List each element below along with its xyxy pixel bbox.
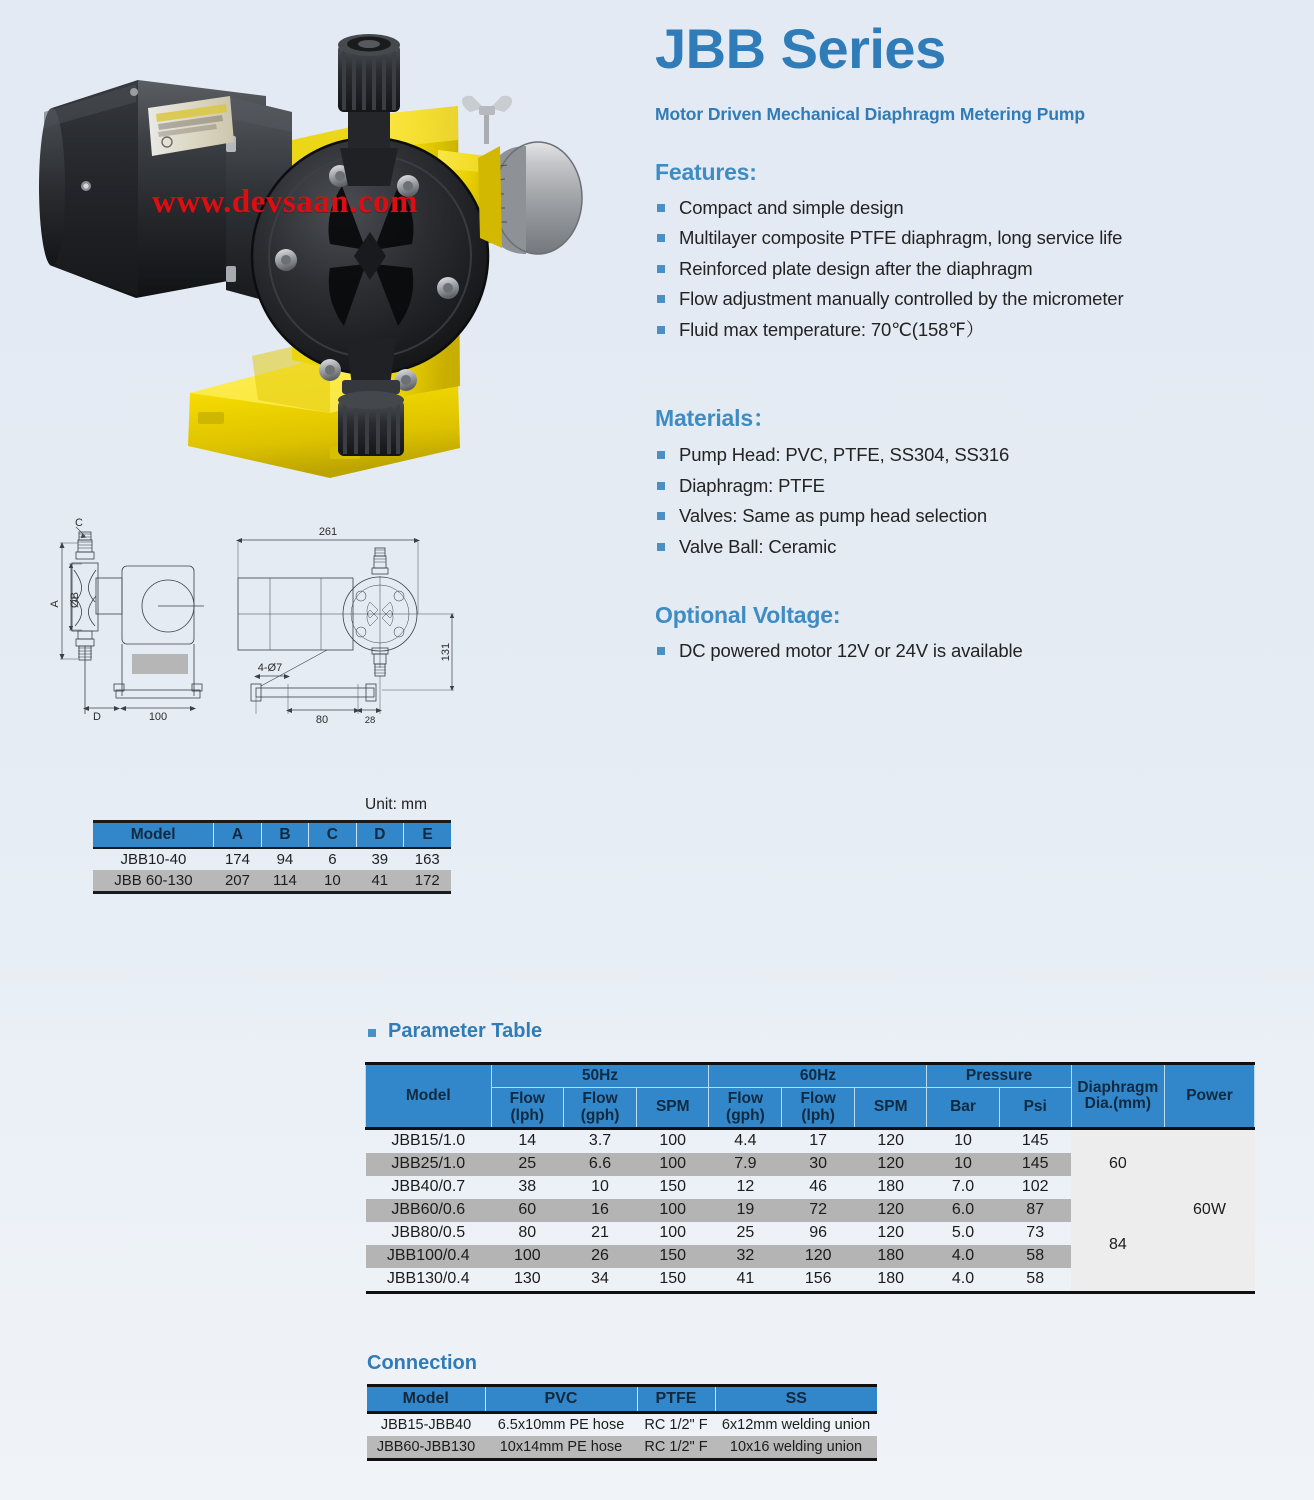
drawing-label-100: 100 xyxy=(148,711,168,723)
features-section xyxy=(655,159,1275,346)
conn-cell-ss: 10x16 welding union xyxy=(715,1436,877,1460)
param-cell-f50gph: 3.7 xyxy=(588,1132,612,1150)
param-cell-f50lph: 80 xyxy=(518,1224,537,1242)
param-cell-diaphragm: 84 xyxy=(1071,1199,1164,1293)
param-cell-f50gph: 10 xyxy=(591,1178,609,1196)
dim-col-c: C xyxy=(309,822,356,849)
param-col-flow-gph-50 xyxy=(564,1088,637,1129)
material-text: Pump Head: PVC, PTFE, SS304, SS316 xyxy=(679,444,1010,466)
connection-heading: Connection xyxy=(367,1352,477,1374)
param-col-model: Model xyxy=(366,1064,492,1129)
param-cell-f60lph: 17 xyxy=(809,1132,828,1150)
param-cell-spm50: 150 xyxy=(637,1245,709,1268)
optional-voltage-list xyxy=(655,636,1275,667)
sub-l1: Flow xyxy=(582,1090,618,1108)
material-text: Diaphragm: PTFE xyxy=(679,474,825,496)
drawing-label-c: C xyxy=(75,518,83,529)
param-cell-spm60: 180 xyxy=(877,1178,905,1196)
table-row xyxy=(93,848,451,870)
param-col-power: Power xyxy=(1164,1064,1254,1129)
list-item xyxy=(655,532,1275,563)
drawing-label-b: ØB xyxy=(69,592,81,608)
conn-cell-model: JBB15-JBB40 xyxy=(380,1417,472,1433)
dim-cell: 41 xyxy=(371,872,389,889)
parameter-table-heading-text: Parameter Table xyxy=(388,1020,543,1042)
param-col-spm-60: SPM xyxy=(854,1088,926,1129)
param-cell-f50gph: 26 xyxy=(564,1245,637,1268)
param-cell-bar: 7.0 xyxy=(951,1178,975,1196)
product-photo xyxy=(30,8,620,478)
param-col-bar: Bar xyxy=(927,1088,999,1129)
param-cell-f60lph: 120 xyxy=(782,1245,855,1268)
unit-label: Unit: mm xyxy=(365,796,427,813)
list-item xyxy=(655,440,1275,471)
list-item xyxy=(655,254,1275,285)
bullet-square-icon xyxy=(368,1029,376,1037)
sub-l2: (lph) xyxy=(510,1106,545,1124)
parameter-table xyxy=(365,1062,1255,1294)
param-cell-f50lph: 25 xyxy=(491,1153,564,1176)
param-cell-f60lph: 96 xyxy=(809,1224,828,1242)
param-cell-spm60: 120 xyxy=(877,1132,905,1150)
param-col-flow-lph-50 xyxy=(491,1088,564,1129)
bullet-square-icon xyxy=(657,326,665,334)
drawing-label-131: 131 xyxy=(440,642,452,662)
conn-col-model: Model xyxy=(367,1386,485,1413)
bullet-square-icon xyxy=(657,543,665,551)
dim-col-model: Model xyxy=(93,822,214,849)
param-cell-spm50: 100 xyxy=(637,1199,709,1222)
voltage-text: DC powered motor 12V or 24V is available xyxy=(679,640,1023,662)
param-cell-f60gph: 12 xyxy=(736,1178,755,1196)
material-text: Valves: Same as pump head selection xyxy=(679,505,988,527)
param-cell-model: JBB130/0.4 xyxy=(386,1270,470,1288)
param-col-spm-50: SPM xyxy=(637,1088,709,1129)
param-col-psi: Psi xyxy=(999,1088,1071,1129)
param-cell-psi: 145 xyxy=(999,1153,1071,1176)
param-cell-f60gph: 32 xyxy=(709,1245,782,1268)
dim-cell: JBB10-40 xyxy=(120,851,187,868)
drawing-label-d: D xyxy=(93,711,101,723)
micrometer-dial xyxy=(462,96,582,254)
param-cell-f60gph: 4.4 xyxy=(734,1132,757,1150)
param-cell-power: 60W xyxy=(1164,1128,1254,1292)
dim-cell: 172 xyxy=(414,872,440,889)
sub-l1: Flow xyxy=(800,1090,836,1108)
bullet-square-icon xyxy=(657,265,665,273)
param-cell-f60lph: 30 xyxy=(782,1153,855,1176)
sub-l2: (gph) xyxy=(726,1106,765,1124)
drawing-label-28: 28 xyxy=(364,715,376,726)
dim-cell: 174 xyxy=(224,851,250,868)
param-cell-spm50: 150 xyxy=(659,1178,687,1196)
param-cell-f60lph: 72 xyxy=(782,1199,855,1222)
table-header-row xyxy=(367,1386,877,1413)
param-cell-model: JBB60/0.6 xyxy=(366,1199,492,1222)
dimension-table xyxy=(93,820,451,894)
bullet-square-icon xyxy=(657,204,665,212)
dim-col-e: E xyxy=(404,822,451,849)
page-title: JBB Series xyxy=(655,17,946,80)
diaphragm-line1: Diaphragm xyxy=(1077,1078,1159,1096)
front-view-drawing xyxy=(60,527,205,714)
top-view-drawing xyxy=(236,538,454,714)
param-cell-spm60: 180 xyxy=(877,1270,905,1288)
param-cell-model: JBB25/1.0 xyxy=(366,1153,492,1176)
list-item xyxy=(655,501,1275,532)
param-cell-bar: 5.0 xyxy=(951,1224,975,1242)
conn-cell-ptfe: RC 1/2" F xyxy=(644,1417,708,1433)
page-subtitle: Motor Driven Mechanical Diaphragm Metering Pump xyxy=(655,103,1085,124)
materials-heading: Materials： xyxy=(655,405,776,432)
conn-cell-pvc: 6.5x10mm PE hose xyxy=(497,1417,625,1433)
dim-cell: 6 xyxy=(328,851,337,868)
bullet-square-icon xyxy=(657,512,665,520)
dim-cell: 39 xyxy=(371,851,389,868)
watermark: www.devsaan.com xyxy=(152,184,419,220)
param-cell-bar: 10 xyxy=(927,1153,999,1176)
param-cell-f50lph: 130 xyxy=(513,1270,541,1288)
dim-cell: 207 xyxy=(224,872,250,889)
diaphragm-line2: Dia.(mm) xyxy=(1084,1094,1151,1112)
table-row xyxy=(367,1413,877,1437)
dim-col-d: D xyxy=(356,822,403,849)
param-cell-f50gph: 6.6 xyxy=(564,1153,637,1176)
param-cell-f60gph: 7.9 xyxy=(709,1153,782,1176)
param-cell-psi: 145 xyxy=(1021,1132,1049,1150)
param-cell-f50gph: 21 xyxy=(591,1224,609,1242)
dim-cell: 10 xyxy=(324,872,341,889)
optional-voltage-heading: Optional Voltage: xyxy=(655,602,841,629)
dim-cell: 163 xyxy=(414,851,440,868)
param-cell-psi: 102 xyxy=(1021,1178,1049,1196)
param-cell-f50lph: 60 xyxy=(491,1199,564,1222)
param-cell-psi: 58 xyxy=(1026,1270,1045,1288)
materials-list xyxy=(655,440,1275,562)
table-row xyxy=(367,1436,877,1460)
bullet-square-icon xyxy=(657,234,665,242)
param-cell-f60lph: 46 xyxy=(809,1178,828,1196)
param-cell-f50lph: 38 xyxy=(518,1178,537,1196)
param-cell-spm50: 150 xyxy=(659,1270,687,1288)
materials-section xyxy=(655,400,1275,562)
param-cell-f50gph: 16 xyxy=(564,1199,637,1222)
feature-text: Compact and simple design xyxy=(679,196,904,218)
list-item xyxy=(655,636,1275,667)
param-cell-spm50: 100 xyxy=(659,1132,687,1150)
bullet-square-icon xyxy=(657,482,665,490)
conn-cell-pvc: 10x14mm PE hose xyxy=(485,1436,637,1460)
features-list xyxy=(655,193,1275,346)
technical-drawings xyxy=(48,518,518,753)
conn-cell-model: JBB60-JBB130 xyxy=(367,1436,485,1460)
feature-text: Flow adjustment manually controlled by the micrometer xyxy=(679,288,1124,310)
features-heading: Features: xyxy=(655,158,757,185)
sub-l1: Flow xyxy=(509,1090,545,1108)
parameter-table-heading xyxy=(368,1020,542,1043)
dim-cell: 114 xyxy=(272,872,297,889)
feature-text: Fluid max temperature: 70℃(158℉） xyxy=(679,318,985,340)
optional-voltage-section xyxy=(655,602,1275,667)
list-item xyxy=(655,223,1275,254)
param-cell-f50gph: 34 xyxy=(591,1270,609,1288)
material-text: Valve Ball: Ceramic xyxy=(679,535,837,557)
param-cell-f60gph: 41 xyxy=(736,1270,755,1288)
param-cell-psi: 58 xyxy=(999,1245,1071,1268)
drawing-label-a: A xyxy=(49,600,61,608)
param-cell-spm60: 180 xyxy=(854,1245,926,1268)
table-row xyxy=(366,1199,1255,1222)
list-item xyxy=(655,315,1275,346)
param-cell-spm60: 120 xyxy=(854,1199,926,1222)
sub-l2: (gph) xyxy=(580,1106,620,1124)
param-cell-psi: 73 xyxy=(1026,1224,1045,1242)
param-cell-spm50: 100 xyxy=(637,1153,709,1176)
param-cell-psi: 87 xyxy=(999,1199,1071,1222)
param-cell-f60gph: 19 xyxy=(709,1199,782,1222)
param-col-flow-gph-60 xyxy=(709,1088,782,1129)
param-col-flow-lph-60 xyxy=(782,1088,855,1129)
discharge-valve xyxy=(338,34,400,186)
param-cell-f50lph: 14 xyxy=(518,1132,537,1150)
conn-col-ptfe: PTFE xyxy=(637,1386,715,1413)
table-header-row xyxy=(93,822,451,849)
table-header-group-row xyxy=(366,1064,1255,1088)
feature-text: Multilayer composite PTFE diaphragm, long service life xyxy=(679,227,1123,249)
bullet-square-icon xyxy=(657,451,665,459)
conn-cell-ss: 6x12mm welding union xyxy=(721,1417,871,1433)
param-cell-spm60: 120 xyxy=(877,1224,905,1242)
param-cell-bar: 6.0 xyxy=(927,1199,999,1222)
bullet-square-icon xyxy=(657,295,665,303)
param-cell-model: JBB40/0.7 xyxy=(391,1178,466,1196)
param-cell-model: JBB100/0.4 xyxy=(366,1245,492,1268)
product-info-column xyxy=(655,18,1275,667)
drawing-label-80: 80 xyxy=(315,714,329,726)
param-group-60hz: 60Hz xyxy=(709,1064,927,1088)
param-cell-bar: 4.0 xyxy=(927,1245,999,1268)
param-cell-spm50: 100 xyxy=(659,1224,687,1242)
dim-col-a: A xyxy=(214,822,261,849)
param-cell-f60gph: 25 xyxy=(736,1224,755,1242)
drawing-label-4-d7: 4-Ø7 xyxy=(257,662,283,674)
list-item xyxy=(655,284,1275,315)
param-group-pressure: Pressure xyxy=(927,1064,1071,1088)
dim-col-b: B xyxy=(261,822,308,849)
feature-text: Reinforced plate design after the diaphragm xyxy=(679,257,1033,279)
dim-cell: 94 xyxy=(276,851,294,868)
param-cell-bar: 4.0 xyxy=(951,1270,975,1288)
conn-col-pvc: PVC xyxy=(485,1386,637,1413)
conn-cell-ptfe: RC 1/2" F xyxy=(637,1436,715,1460)
param-cell-f60lph: 156 xyxy=(804,1270,832,1288)
param-cell-bar: 10 xyxy=(954,1132,972,1150)
list-item xyxy=(655,193,1275,224)
param-cell-diaphragm: 60 xyxy=(1071,1128,1164,1199)
sub-l2: (lph) xyxy=(801,1106,835,1124)
param-cell-model: JBB15/1.0 xyxy=(391,1132,466,1150)
sub-l1: Flow xyxy=(727,1090,764,1108)
param-cell-f50lph: 100 xyxy=(491,1245,564,1268)
connection-table xyxy=(367,1384,877,1461)
conn-col-ss: SS xyxy=(715,1386,877,1413)
table-row xyxy=(366,1128,1255,1153)
param-cell-model: JBB80/0.5 xyxy=(391,1224,466,1242)
bullet-square-icon xyxy=(657,647,665,655)
param-col-diaphragm xyxy=(1071,1064,1164,1129)
param-cell-spm60: 120 xyxy=(854,1153,926,1176)
dim-cell: JBB 60-130 xyxy=(114,872,193,889)
table-row xyxy=(93,870,451,893)
list-item xyxy=(655,471,1275,502)
drawing-label-261: 261 xyxy=(318,526,338,538)
param-group-50hz: 50Hz xyxy=(491,1064,709,1088)
